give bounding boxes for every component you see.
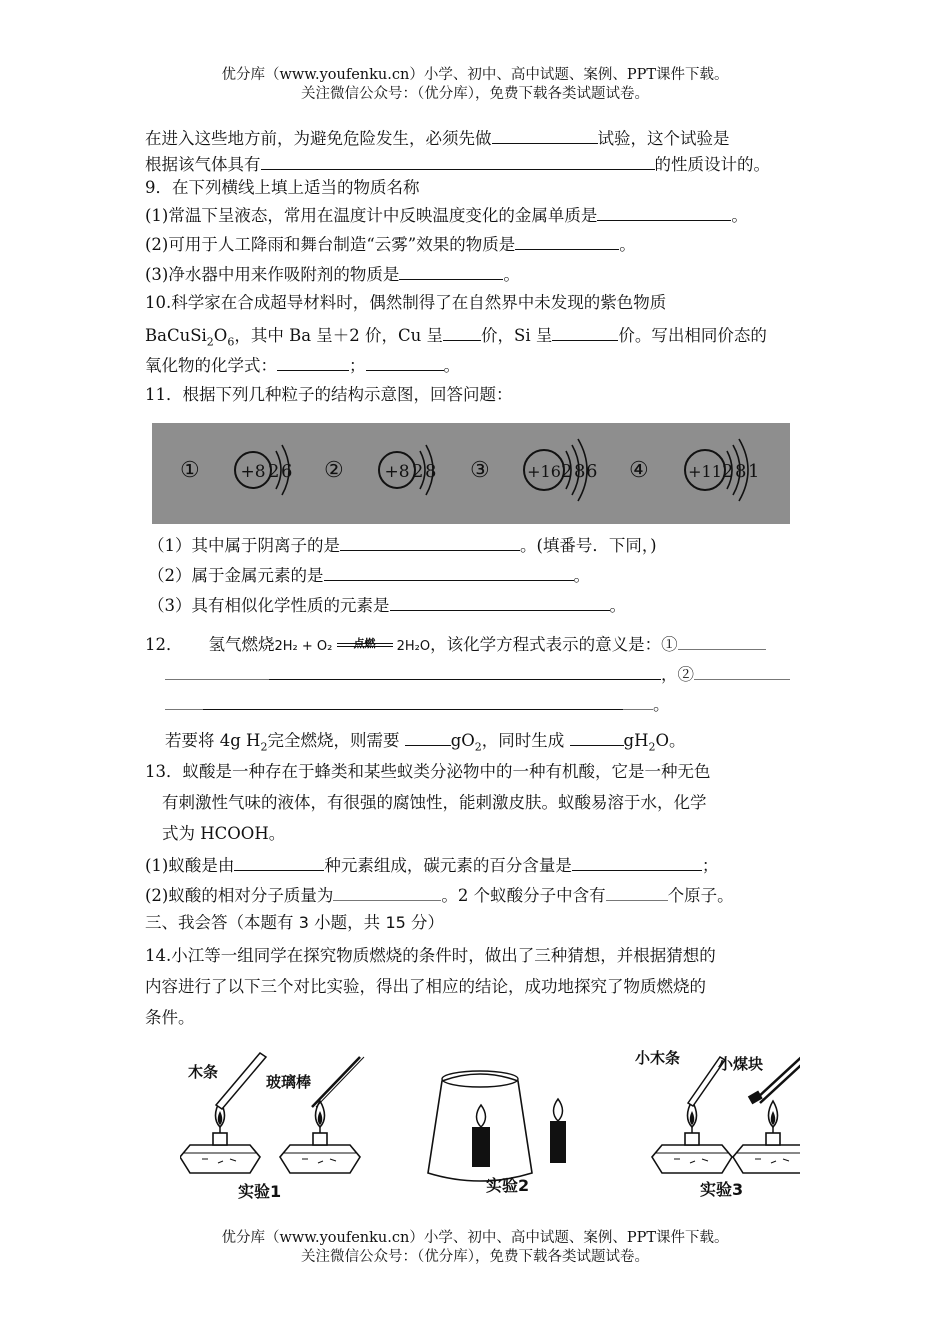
q12-blank-o2[interactable] [405, 728, 451, 746]
shell-count-4c: 1 [748, 461, 760, 482]
q12-end: 。 [653, 695, 670, 714]
nucleus-charge-1: +8 [240, 462, 266, 482]
q13-line-2: 有刺激性气味的液体，有很强的腐蚀性，能刺激皮肤。蚁酸易溶于水，化学 [162, 793, 707, 812]
q8-blank-1[interactable] [492, 126, 598, 144]
shell-count-2b: 8 [425, 461, 437, 482]
q13-item-2a: (2)蚁酸的相对分子质量为 [145, 886, 334, 905]
q13-item-1b: 种元素组成，碳元素的百分含量是 [324, 856, 572, 875]
q12-text-4b: 完全燃烧，则需要 [267, 731, 405, 750]
label-experiment-2: 实验2 [486, 1176, 530, 1195]
label-small-coal: 小煤块 [718, 1055, 764, 1073]
shell-count-4b: 8 [735, 461, 747, 482]
q9-item-1-end: 。 [731, 206, 748, 225]
q13-item-1c: ； [701, 856, 719, 875]
q12-number: 12． [145, 635, 183, 654]
footer-line-2: 关注微信公众号：（优分库），免费下载各类试题试卷。 [301, 1249, 649, 1265]
footer-line-1: 优分库（www.youfenku.cn）小学、初中、高中试题、案例、PPT课件下载。 [221, 1230, 729, 1246]
equation-left: 2H₂ + O₂ [274, 639, 333, 654]
q9-title: 9．在下列横线上填上适当的物质名称 [145, 178, 420, 197]
q9-blank-1[interactable] [597, 203, 731, 221]
section-3-points: 15 [385, 913, 406, 932]
q11-item-3-end: 。 [609, 596, 626, 615]
q10-blank-oxide-1[interactable] [277, 353, 349, 371]
q10-text-3c: 。 [443, 356, 460, 375]
q12-blank-1c[interactable] [269, 662, 661, 680]
q12-sub-1: 2 [260, 740, 268, 754]
q13-blank-mass[interactable] [333, 883, 441, 901]
q12-marker-2: ，② [661, 665, 694, 684]
candle-covered [472, 1127, 490, 1167]
q11-item-3-text: （3）具有相似化学性质的元素是 [148, 596, 390, 615]
q12-line-3 [165, 692, 670, 716]
q12-text-4d: ，同时生成 [481, 731, 570, 750]
q9-item-3 [145, 262, 520, 286]
q11-blank-3[interactable] [390, 593, 610, 611]
q10-text-3a: 氧化物的化学式： [145, 356, 277, 375]
particle-label-2: ② [324, 458, 344, 483]
shell-count-2a: 2 [412, 461, 424, 482]
q8-text-1a: 在进入这些地方前，为避免危险发生，必须先做 [145, 129, 492, 148]
particle-label-1: ① [180, 458, 200, 483]
combustion-experiments-figure [180, 1045, 800, 1205]
atomic-structure-diagram [152, 423, 790, 524]
q14-line-3: 条件。 [145, 1008, 195, 1027]
q13-item-2b: 。2 个蚁酸分子中含有 [441, 886, 606, 905]
q11-title: 11．根据下列几种粒子的结构示意图，回答问题： [145, 385, 513, 404]
q11-item-1-text: （1）其中属于阴离子的是 [148, 536, 340, 555]
q12-line-1 [145, 632, 766, 658]
label-experiment-3: 实验3 [700, 1180, 744, 1199]
wood-strip [216, 1053, 266, 1109]
particle-label-4: ④ [629, 458, 649, 483]
q9-item-2-end: 。 [619, 235, 636, 254]
alcohol-lamp-1 [180, 1101, 260, 1173]
section-3-title: 三、我会答（本题有 3 小题，共 15 分） [145, 913, 445, 932]
q11-item-1-end: 。(填番号．下同，) [520, 536, 657, 555]
q12-blank-h2o[interactable] [570, 728, 624, 746]
page-header [0, 66, 950, 104]
nucleus-charge-3: +16 [527, 462, 561, 481]
shell-count-3c: 6 [586, 461, 598, 482]
header-line-2: 关注微信公众号：（优分库），免费下载各类试题试卷。 [301, 86, 649, 102]
shell-count-4a: 2 [722, 461, 734, 482]
q10-text-2c: 价。写出相同价态的 [618, 326, 767, 345]
shell-count-1a: 2 [268, 461, 280, 482]
q10-line-2 [145, 323, 767, 353]
q13-line-3: 式为 HCOOH。 [162, 824, 286, 843]
q10-line-3 [145, 353, 460, 377]
header-line-1: 优分库（www.youfenku.cn）小学、初中、高中试题、案例、PPT课件下载。 [221, 67, 729, 83]
q9-item-3-end: 。 [503, 265, 520, 284]
q11-item-2-end: 。 [573, 566, 590, 585]
q9-item-1-text: (1)常温下呈液态，常用在温度计中反映温度变化的金属单质是 [145, 206, 598, 225]
q13-blank-atoms[interactable] [606, 883, 668, 901]
q9-item-1 [145, 203, 748, 227]
q11-item-2-text: （2）属于金属元素的是 [148, 566, 324, 585]
equation-right: 2H₂O [396, 639, 431, 654]
q13-blank-elements[interactable] [234, 853, 324, 871]
q9-item-2 [145, 232, 636, 256]
q9-blank-2[interactable] [515, 232, 619, 250]
q9-item-2-text: (2)可用于人工降雨和舞台制造“云雾”效果的物质是 [145, 235, 516, 254]
q11-blank-1[interactable] [340, 533, 520, 551]
alcohol-lamp-2 [280, 1101, 360, 1173]
q8-text-2a: 根据该气体具有 [145, 155, 261, 174]
alcohol-lamp-3 [652, 1101, 732, 1173]
particle-label-3: ③ [470, 458, 490, 483]
shell-count-3a: 2 [561, 461, 573, 482]
q10-blank-cu[interactable] [443, 323, 481, 341]
q13-line-1: 13．蚁酸是一种存在于蜂类和某些蚁类分泌物中的一种有机酸，它是一种无色 [145, 762, 711, 781]
label-glass-rod: 玻璃棒 [266, 1073, 312, 1091]
q12-sub-3: 2 [648, 740, 656, 754]
alcohol-lamp-4 [733, 1101, 800, 1173]
q12-blank-2b[interactable] [165, 692, 203, 710]
q10-blank-si[interactable] [552, 323, 618, 341]
page-footer [0, 1229, 950, 1267]
q11-blank-2[interactable] [324, 563, 574, 581]
q12-text-4c: gO [450, 731, 475, 750]
q9-item-3-text: (3)净水器中用来作吸附剂的物质是 [145, 265, 400, 284]
q8-text-2b: 的性质设计的。 [654, 155, 770, 174]
q8-text-1b: 试验，这个试验是 [597, 129, 730, 148]
q12-blank-1a[interactable] [678, 632, 766, 650]
label-wood: 木条 [188, 1063, 219, 1081]
equation-arrow [337, 637, 393, 650]
glass-rod [312, 1057, 360, 1107]
q12-line-4 [165, 728, 686, 758]
q12-equation [275, 636, 431, 658]
shell-count-1b: 6 [281, 461, 293, 482]
q13-item-1 [145, 853, 718, 877]
q12-sub-2: 2 [474, 740, 482, 754]
q8-line-2 [145, 152, 770, 176]
q14-line-1: 14.小江等一组同学在探究物质燃烧的条件时，做出了三种猜想，并根据猜想的 [145, 946, 716, 965]
nucleus-charge-2: +8 [384, 462, 410, 482]
q10-text-3b: ； [349, 356, 366, 375]
q10-text-2a: ，其中 Ba 呈＋2 价，Cu 呈 [234, 326, 444, 345]
q12-text-1: 氢气燃烧 [208, 635, 275, 654]
q14-line-2: 内容进行了以下三个对比实验，得出了相应的结论，成功地探究了物质燃烧的 [145, 977, 706, 996]
q10-line-1: 10.科学家在合成超导材料时，偶然制得了在自然界中未发现的紫色物质 [145, 293, 667, 312]
q10-text-2b: 价，Si 呈 [481, 326, 553, 345]
q13-item-2 [145, 883, 734, 907]
q12-text-4e: gH [623, 731, 649, 750]
q12-line-2 [165, 662, 790, 686]
q13-item-2c: 个原子。 [667, 886, 734, 905]
q8-blank-2[interactable] [261, 152, 655, 170]
q10-formula: $BaCuSi_2O_6$ [145, 326, 235, 349]
section-3-question-count: 3 [298, 913, 309, 932]
q12-blank-2d[interactable] [623, 692, 653, 710]
q10-blank-oxide-2[interactable] [366, 353, 444, 371]
q9-blank-3[interactable] [399, 262, 503, 280]
q13-item-1a: (1)蚁酸是由 [145, 856, 235, 875]
nucleus-charge-4: +11 [688, 462, 722, 481]
q13-blank-carbon[interactable] [572, 853, 702, 871]
equation-condition: 点燃 [353, 637, 376, 650]
label-small-wood: 小木条 [635, 1049, 681, 1067]
q11-item-3 [148, 593, 626, 617]
q12-blank-2c[interactable] [203, 692, 623, 710]
label-experiment-1: 实验1 [238, 1182, 282, 1201]
q8-line-1 [145, 126, 730, 150]
q11-item-2 [148, 563, 590, 587]
candle-open [550, 1121, 566, 1163]
q12-blank-2a[interactable] [694, 662, 790, 680]
q11-item-1 [148, 533, 657, 557]
shell-count-3b: 8 [574, 461, 586, 482]
q12-text-2: ，该化学方程式表示的意义是：① [430, 635, 678, 654]
q12-text-4f: O。 [655, 731, 686, 750]
q12-blank-1b[interactable] [165, 662, 269, 680]
q12-text-4a: 若要将 4g H [165, 731, 261, 750]
